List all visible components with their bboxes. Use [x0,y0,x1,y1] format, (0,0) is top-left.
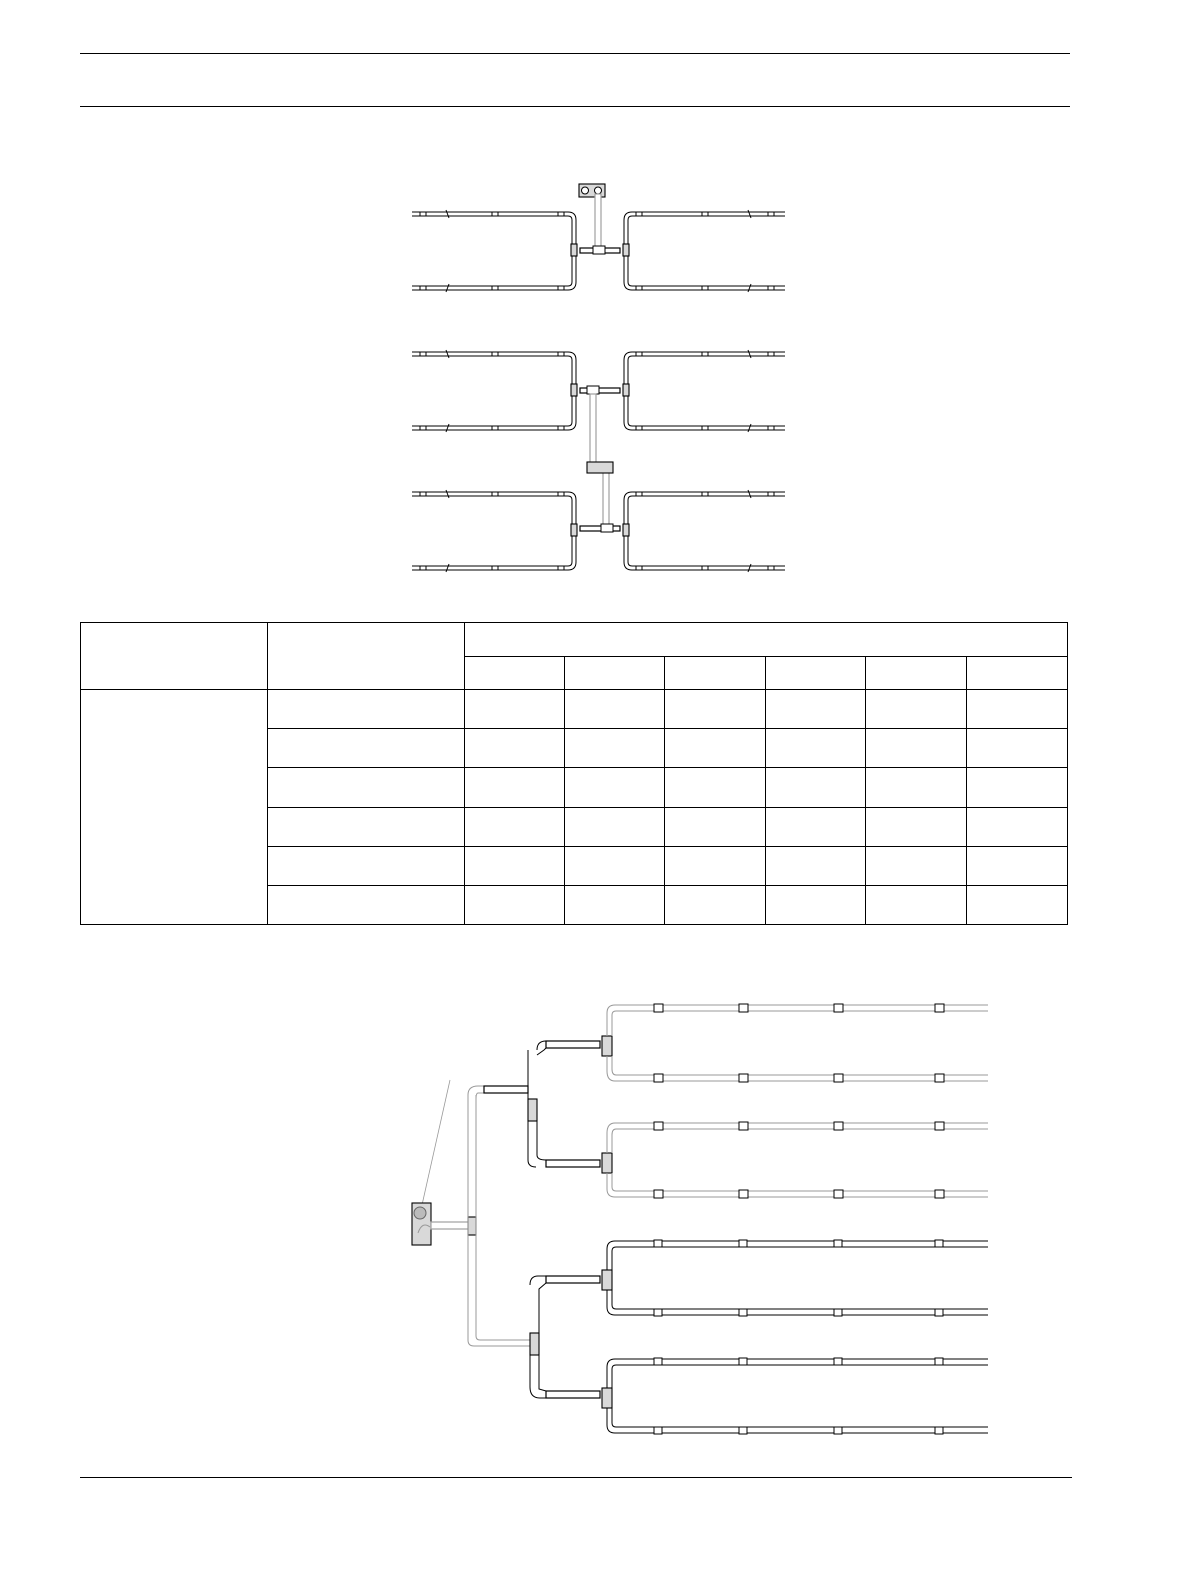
table-cell [866,690,967,729]
table-cell [465,768,565,807]
table-col2-header [268,623,465,690]
footer-rule [80,1477,1072,1478]
table-row-group-label [81,690,268,925]
double-distributor-figure [400,340,800,580]
table-cell [967,846,1068,885]
table-cell [866,846,967,885]
table-cell [665,885,766,924]
table-cell [967,768,1068,807]
table-cell [766,885,866,924]
table-row-label [268,690,465,729]
spec-table [80,622,1068,925]
upper-loop-left [412,350,577,432]
table-cell [465,729,565,768]
loop-set-3 [602,1240,988,1316]
table-cell [967,885,1068,924]
table-cell [866,885,967,924]
table-cell [465,807,565,846]
table-cell [665,768,766,807]
connecting-risers [590,394,609,528]
upper-loop-right [623,350,785,432]
upper-manifold [580,386,620,394]
page-header [80,54,1070,106]
table-row-label [268,729,465,768]
loop-left [412,210,577,292]
table-cell [766,807,866,846]
lower-loop-right [623,490,785,572]
table-subheader [565,657,665,690]
table-cell [665,846,766,885]
table-cell [665,807,766,846]
leader-line [422,1080,450,1205]
table-cell [465,846,565,885]
middle-distributor-box [587,462,613,473]
riser-pipe [595,194,601,249]
table-cell [967,729,1068,768]
table-cell [967,807,1068,846]
table-cell [565,807,665,846]
table-row-label [268,768,465,807]
loop-set-4 [602,1358,988,1434]
lower-loop-left [412,490,577,572]
table-cell [565,885,665,924]
table-cell [565,768,665,807]
table-subheader [465,657,565,690]
loop-set-1 [602,1004,988,1082]
table-row-label [268,885,465,924]
table-subheader [866,657,967,690]
table-col1-header [81,623,268,690]
single-distributor-figure [400,180,800,300]
table-cell [866,768,967,807]
table-subheader [665,657,766,690]
branch-system-figure [400,995,1000,1445]
table-cell [465,690,565,729]
upper-branch [528,1041,600,1167]
table-group-header [465,623,1068,657]
table-cell [766,768,866,807]
loop-set-2 [602,1122,988,1198]
trunk-pipe [431,1086,530,1346]
table-cell [465,885,565,924]
table-cell [766,690,866,729]
table-cell [766,729,866,768]
table-cell [866,729,967,768]
loop-right [623,210,785,292]
table-cell [565,729,665,768]
table-cell [565,846,665,885]
source-unit [412,1203,431,1245]
table-row-label [268,846,465,885]
table-subheader [766,657,866,690]
lower-manifold [580,524,620,532]
table-cell [866,807,967,846]
table-cell [565,690,665,729]
table-row-label [268,807,465,846]
table-subheader [967,657,1068,690]
table-cell [665,690,766,729]
header-bottom-rule [80,106,1070,107]
table-cell [665,729,766,768]
manifold-bar [580,246,620,254]
table-cell [967,690,1068,729]
lower-branch [530,1276,600,1398]
table-row [81,690,1068,729]
table-cell [766,846,866,885]
